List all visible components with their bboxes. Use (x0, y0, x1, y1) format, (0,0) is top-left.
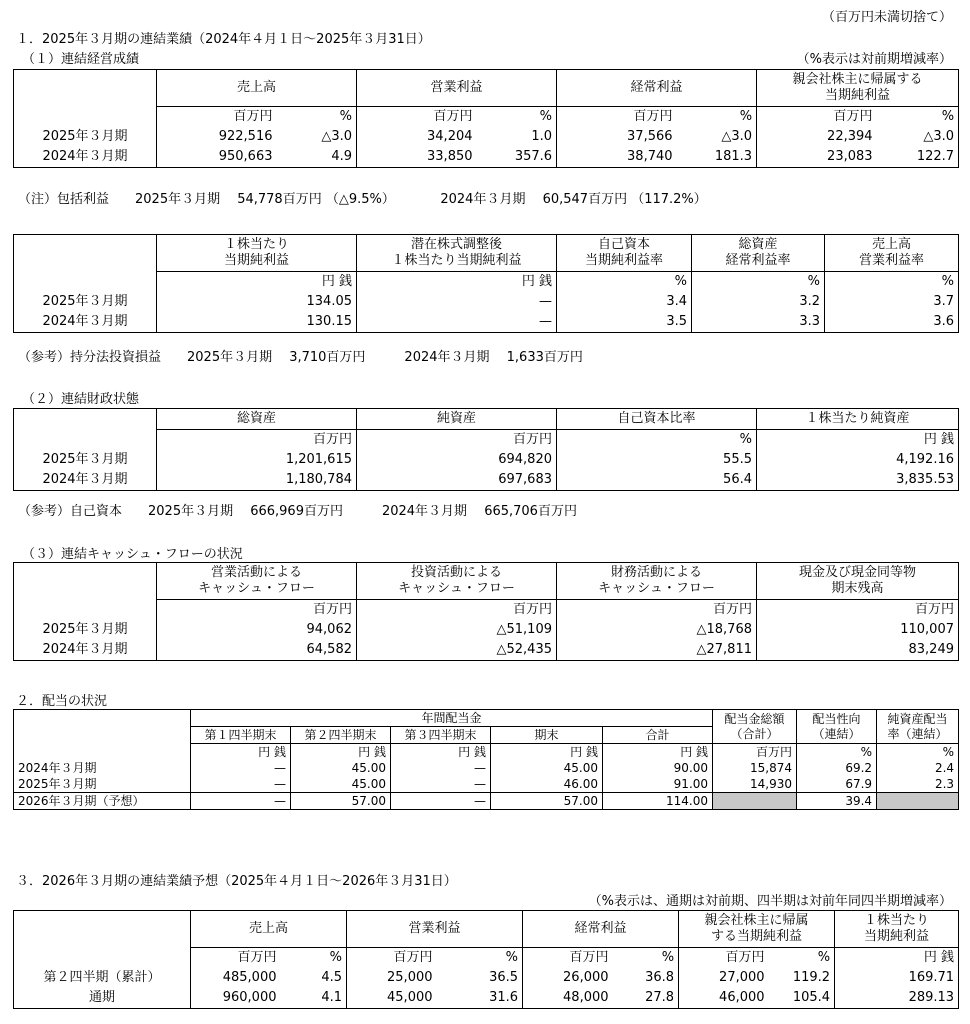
unit-cell: % (677, 107, 757, 128)
col-header (835, 911, 959, 948)
value-cell: — (191, 793, 291, 810)
header-line: 純資産配当 (887, 711, 948, 726)
value-cell: 91.00 (603, 776, 713, 793)
header-line: 率（連結） (887, 726, 948, 741)
unit-cell: 円 銭 (757, 430, 959, 451)
col-header: 経常利益 (523, 911, 679, 948)
value-cell: 3.7 (825, 292, 959, 312)
comprehensive-income-note: （注）包括利益 2025年３月期 54,778百万円 （△9.5%） 2024年３月期 60,547百万円 （117.2%） (18, 192, 707, 207)
value-cell: △3.0 (877, 127, 959, 147)
unit-cell: % (613, 948, 679, 969)
col-header (357, 563, 557, 600)
corner-cell (14, 409, 157, 430)
value-cell: 3.3 (692, 312, 825, 333)
corner-cell (14, 563, 157, 600)
cash-flow-table (13, 562, 959, 661)
header-line: 財務活動による (610, 565, 702, 580)
unit-cell: 百万円 (157, 600, 357, 621)
col-header: 純資産 (357, 409, 557, 430)
row-label: 2026年３月期（予想） (14, 793, 191, 810)
unit-cell: 円 銭 (491, 744, 603, 761)
unit-cell: 円 銭 (835, 948, 959, 969)
equity-note: （参考）自己資本 2025年３月期 666,969百万円 2024年３月期 665,706百万円 (18, 504, 577, 519)
financial-position-table (13, 408, 959, 491)
value-cell: 3.5 (557, 312, 692, 333)
unit-cell: % (797, 744, 877, 761)
shaded-cell (713, 793, 797, 810)
value-cell: 38,740 (557, 147, 677, 168)
col-header: 経常利益 (557, 70, 757, 107)
sub2-title: （２）連結財政状態 (22, 392, 140, 407)
header-line: （連結） (812, 726, 861, 741)
sub1-title: （１）連結経営成績 (22, 52, 140, 67)
unit-cell: % (769, 948, 835, 969)
value-cell: 114.00 (603, 793, 713, 810)
value-cell: 3,835.53 (757, 470, 959, 491)
corner-cell (14, 70, 157, 107)
value-cell: 94,062 (157, 620, 357, 640)
header-line: 当期純利益 (864, 929, 930, 944)
value-cell: 33,850 (357, 147, 477, 168)
unit-cell: 円 銭 (157, 272, 357, 293)
header-line: 当期純利益 (223, 253, 289, 268)
value-cell: 23,083 (757, 147, 877, 168)
header-line: 親会社株主に帰属する (792, 72, 923, 87)
value-cell: — (391, 760, 491, 776)
row-label: 2024年３月期 (14, 147, 157, 168)
unit-cell: 百万円 (357, 107, 477, 128)
value-cell: 4.9 (277, 147, 357, 168)
unit-cell: 百万円 (557, 107, 677, 128)
row-label: 2025年３月期 (14, 292, 157, 312)
header-line: １株当たり当期純利益 (391, 253, 522, 268)
table-row (14, 312, 959, 333)
header-line: 総資産 (738, 237, 778, 252)
unit-cell: 百万円 (557, 600, 757, 621)
value-cell: 45,000 (347, 988, 437, 1009)
col-header: 期末 (491, 727, 603, 744)
value-cell: — (191, 776, 291, 793)
value-cell: 57.00 (491, 793, 603, 810)
value-cell: 15,874 (713, 760, 797, 776)
unit-cell: 百万円 (191, 948, 281, 969)
value-cell: 697,683 (357, 470, 557, 491)
value-cell: 3.4 (557, 292, 692, 312)
value-cell: 960,000 (191, 988, 281, 1009)
value-cell: 45.00 (491, 760, 603, 776)
value-cell: 48,000 (523, 988, 613, 1009)
header-line: 親会社株主に帰属 (704, 913, 809, 928)
header-line: 当期純利益 (825, 88, 891, 103)
value-cell: — (357, 312, 557, 333)
equity-method-note: （参考）持分法投資損益 2025年３月期 3,710百万円 2024年３月期 1,633百万円 (18, 350, 583, 365)
value-cell: 2.3 (877, 776, 959, 793)
col-header (757, 563, 959, 600)
value-cell: 3.6 (825, 312, 959, 333)
unit-cell: 百万円 (523, 948, 613, 969)
corner-cell (14, 911, 191, 948)
value-cell: 36.8 (613, 968, 679, 988)
header-line: 現金及び現金同等物 (798, 565, 916, 580)
unit-cell: 円 銭 (291, 744, 391, 761)
value-cell: 26,000 (523, 968, 613, 988)
value-cell: 34,204 (357, 127, 477, 147)
header-line: １株当たり (223, 237, 289, 252)
value-cell: 55.5 (557, 450, 757, 470)
row-label: 2024年３月期 (14, 470, 157, 491)
value-cell: 36.5 (437, 968, 523, 988)
value-cell: 83,249 (757, 640, 959, 661)
value-cell: 37,566 (557, 127, 677, 147)
header-line: キャッシュ・フロー (198, 581, 315, 596)
col-header: 第３四半期末 (391, 727, 491, 744)
col-header (679, 911, 835, 948)
row-label: 2025年３月期 (14, 620, 157, 640)
row-label: 2024年３月期 (14, 760, 191, 776)
value-cell: 90.00 (603, 760, 713, 776)
col-header: 第２四半期末 (291, 727, 391, 744)
col-header: １株当たり純資産 (757, 409, 959, 430)
col-header: 自己資本比率 (557, 409, 757, 430)
section1-title: １．2025年３月期の連結業績（2024年４月１日～2025年３月31日） (16, 32, 431, 47)
col-header: 売上高 (157, 70, 357, 107)
value-cell: 105.4 (769, 988, 835, 1009)
unit-cell: % (437, 948, 523, 969)
header-line: キャッシュ・フロー (398, 581, 515, 596)
unit-cell: 百万円 (157, 107, 277, 128)
value-cell: 4,192.16 (757, 450, 959, 470)
value-cell: 57.00 (291, 793, 391, 810)
col-header: 営業利益 (347, 911, 523, 948)
col-header (757, 70, 959, 107)
unit-cell: 百万円 (757, 107, 877, 128)
header-line: キャッシュ・フロー (598, 581, 715, 596)
unit-cell: % (825, 272, 959, 293)
row-label: 2025年３月期 (14, 776, 191, 793)
unit-cell: % (277, 107, 357, 128)
table-row (14, 988, 959, 1009)
value-cell: 22,394 (757, 127, 877, 147)
header-line: 営業活動による (210, 565, 302, 580)
value-cell: 289.13 (835, 988, 959, 1009)
value-cell: 3.2 (692, 292, 825, 312)
value-cell: — (191, 760, 291, 776)
col-header (557, 563, 757, 600)
unit-cell: % (557, 430, 757, 451)
value-cell: 67.9 (797, 776, 877, 793)
group-header: 年間配当金 (191, 710, 713, 727)
table-row (14, 470, 959, 491)
header-line: 営業利益率 (858, 253, 924, 268)
unit-cell: 百万円 (347, 948, 437, 969)
table-row (14, 620, 959, 640)
header-line: 潜在株式調整後 (410, 237, 502, 252)
value-cell: 1,180,784 (157, 470, 357, 491)
unit-cell: % (477, 107, 557, 128)
col-header: 売上高 (191, 911, 347, 948)
value-cell: △51,109 (357, 620, 557, 640)
col-header (797, 710, 877, 744)
value-cell: 31.6 (437, 988, 523, 1009)
col-header (357, 235, 557, 272)
value-cell: — (391, 776, 491, 793)
table-row (14, 147, 959, 168)
value-cell: △3.0 (677, 127, 757, 147)
value-cell: 45.00 (291, 760, 391, 776)
col-header (713, 710, 797, 744)
value-cell: 27,000 (679, 968, 769, 988)
col-header (157, 563, 357, 600)
value-cell: 119.2 (769, 968, 835, 988)
header-line: 売上高 (871, 237, 911, 252)
unit-cell: 百万円 (357, 430, 557, 451)
unit-cell: 百万円 (357, 600, 557, 621)
row-label: 2025年３月期 (14, 127, 157, 147)
unit-cell: 円 銭 (391, 744, 491, 761)
header-line: 配当性向 (812, 711, 861, 726)
value-cell: 69.2 (797, 760, 877, 776)
dividends-table (13, 709, 959, 810)
value-cell: △3.0 (277, 127, 357, 147)
unit-cell: % (877, 744, 959, 761)
col-header (557, 235, 692, 272)
table-row (14, 776, 959, 793)
value-cell: △52,435 (357, 640, 557, 661)
table-row (14, 968, 959, 988)
header-line: （合計） (730, 726, 779, 741)
unit-cell: 百万円 (157, 430, 357, 451)
value-cell: 485,000 (191, 968, 281, 988)
row-label: 2024年３月期 (14, 312, 157, 333)
header-line: 経常利益率 (725, 253, 791, 268)
value-cell: 56.4 (557, 470, 757, 491)
header-line: 配当金総額 (724, 711, 785, 726)
header-line: 期末残高 (831, 581, 884, 596)
section3-note: （%表示は、通期は対前期、四半期は対前年同四半期増減率） (588, 894, 952, 909)
value-cell: 181.3 (677, 147, 757, 168)
value-cell: 110,007 (757, 620, 959, 640)
unit-cell: 百万円 (679, 948, 769, 969)
section3-title: ３．2026年３月期の連結業績予想（2025年４月１日～2026年３月31日） (16, 874, 457, 889)
value-cell: 1.0 (477, 127, 557, 147)
value-cell: 357.6 (477, 147, 557, 168)
value-cell: 4.1 (281, 988, 347, 1009)
value-cell: 46,000 (679, 988, 769, 1009)
operating-results-table (13, 69, 959, 168)
unit-cell: % (281, 948, 347, 969)
value-cell: 950,663 (157, 147, 277, 168)
header-line: 自己資本 (597, 237, 650, 252)
unit-note: （百万円未満切捨て） (821, 10, 952, 25)
corner-cell (14, 710, 191, 727)
table-row (14, 127, 959, 147)
sub3-title: （３）連結キャッシュ・フローの状況 (22, 547, 243, 562)
forecast-table (13, 910, 959, 1009)
section2-title: ２．配当の状況 (16, 694, 108, 709)
per-share-table (13, 234, 959, 333)
value-cell: 122.7 (877, 147, 959, 168)
value-cell: 169.71 (835, 968, 959, 988)
row-label: 2024年３月期 (14, 640, 157, 661)
value-cell: △18,768 (557, 620, 757, 640)
row-label: 通期 (14, 988, 191, 1009)
table-row (14, 450, 959, 470)
table-row (14, 292, 959, 312)
value-cell: 25,000 (347, 968, 437, 988)
table-row (14, 640, 959, 661)
col-header: 総資産 (157, 409, 357, 430)
value-cell: 39.4 (797, 793, 877, 810)
col-header: 第１四半期末 (191, 727, 291, 744)
header-line: 当期純利益率 (584, 253, 663, 268)
row-label: 第２四半期（累計） (14, 968, 191, 988)
col-header (825, 235, 959, 272)
value-cell: 4.5 (281, 968, 347, 988)
unit-cell: 円 銭 (191, 744, 291, 761)
col-header (157, 235, 357, 272)
unit-cell: 円 銭 (603, 744, 713, 761)
value-cell: 45.00 (291, 776, 391, 793)
col-header: 合計 (603, 727, 713, 744)
corner-cell (14, 235, 157, 272)
unit-cell: 百万円 (757, 600, 959, 621)
unit-cell: % (692, 272, 825, 293)
sub1-note: （%表示は対前期増減率） (796, 52, 952, 67)
value-cell: 46.00 (491, 776, 603, 793)
row-label: 2025年３月期 (14, 450, 157, 470)
unit-cell: 百万円 (713, 744, 797, 761)
col-header (877, 710, 959, 744)
value-cell: 14,930 (713, 776, 797, 793)
header-line: 投資活動による (410, 565, 502, 580)
unit-cell: 円 銭 (357, 272, 557, 293)
value-cell: 130.15 (157, 312, 357, 333)
unit-cell: % (877, 107, 959, 128)
value-cell: △27,811 (557, 640, 757, 661)
unit-cell: % (557, 272, 692, 293)
value-cell: — (357, 292, 557, 312)
value-cell: — (391, 793, 491, 810)
value-cell: 27.8 (613, 988, 679, 1009)
col-header (692, 235, 825, 272)
table-row (14, 760, 959, 776)
col-header: 営業利益 (357, 70, 557, 107)
value-cell: 64,582 (157, 640, 357, 661)
value-cell: 1,201,615 (157, 450, 357, 470)
header-line: する当期純利益 (711, 929, 803, 944)
value-cell: 2.4 (877, 760, 959, 776)
value-cell: 922,516 (157, 127, 277, 147)
value-cell: 134.05 (157, 292, 357, 312)
header-line: １株当たり (864, 913, 930, 928)
shaded-cell (877, 793, 959, 810)
forecast-row (14, 793, 959, 810)
value-cell: 694,820 (357, 450, 557, 470)
